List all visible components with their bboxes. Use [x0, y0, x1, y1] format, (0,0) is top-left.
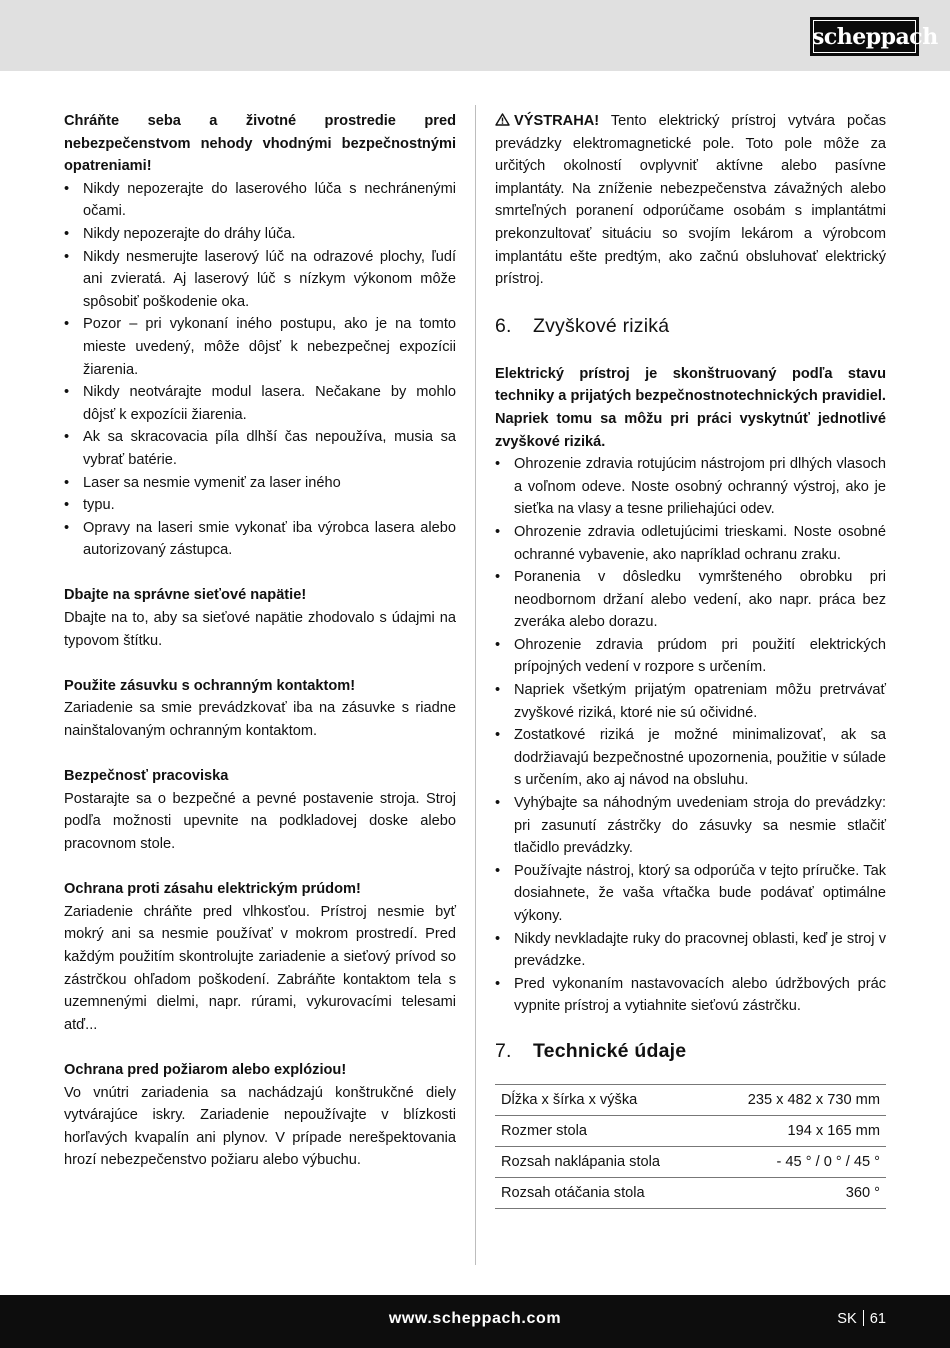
left-column [64, 110, 456, 1172]
list-item: • Poranenia v dôsledku vymršteného obrobku pri neodbornom držaní alebo vedení, ako napr. práca bez zveráka alebo dorazu. [495, 566, 886, 634]
right-column [495, 110, 886, 1209]
section-6-intro: Elektrický prístroj je skonštruovaný podľa stavu techniky a prijatých bezpečnostnotechnických pravidiel. Napriek tomu sa môžu pri práci vyskytnúť jednotlivé zvyškové riziká. [495, 365, 886, 450]
list-item: • Ohrozenie zdravia rotujúcim nástrojom pri dlhých vlasoch a voľnom odeve. Noste osobný ochranný výstroj, ako je sieťka na vlasy a tesne priliehajúci odev. [495, 453, 886, 521]
list-item: • Nikdy nevkladajte ruky do pracovnej oblasti, keď je stroj v prevádzke. [495, 928, 886, 973]
list-item: • Opravy na laseri smie vykonať iba výrobca lasera alebo autorizovaný zástupca. [64, 517, 456, 562]
table-row [495, 1146, 886, 1177]
shock-text: Zariadenie chráňte pred vlhkosťou. Prístroj nesmie byť mokrý ani sa nesmie používať v mokrom prostredí. Pred každým použitím skontrolujte zariadenie a sieťový prívod so zástrčkou ohľadom poškodení. Zabráňte kontaktom tela s uzemnenými dielmi, napr. rúrami, vykurovacími telesami atď... [64, 903, 456, 1033]
list-item: • Vyhýbajte sa náhodným uvedeniam stroja do prevádzky: pri zasunutí zástrčky do zásuvky sa nesmie stlačiť tlačidlo prevádzky. [495, 792, 886, 860]
warning-text: Tento elektrický prístroj vytvára počas prevádzky elektromagnetické pole. Toto pole môže za určitých okolností ovplyvniť aktívne alebo pasívne implantáty. Na zníženie nebezpečenstva závažných alebo smrteľných poranení odporúčame osobám s implantátmi prekonzultovať situáciu so svojím lekárom a výrobcom implantátu ešte predtým, ako začnú obsluhovať elektrický prístroj. [495, 113, 886, 288]
socket-text: Zariadenie sa smie prevádzkovať iba na zásuvke s riadne nainštalovaným ochranným kontaktom. [64, 700, 456, 740]
list-item: • typu. [64, 494, 456, 517]
section-7-heading [495, 1038, 886, 1064]
list-item: • Ohrozenie zdravia prúdom pri použití elektrických prípojných vedení v rozpore s určením. [495, 634, 886, 679]
list-item: • Ohrozenie zdravia odletujúcimi trieskami. Noste osobné ochranné vybavenie, ako napríklad ochranu zraku. [495, 521, 886, 566]
header-band [0, 0, 950, 71]
footer-band [0, 1295, 950, 1348]
tech-label: Rozsah otáčania stola [495, 1177, 707, 1208]
tech-data-table [495, 1084, 886, 1209]
table-row [495, 1177, 886, 1208]
column-divider [475, 105, 476, 1265]
language-code: SK [837, 1311, 857, 1327]
brand-logo: scheppach [810, 17, 919, 56]
page-indicator [837, 1308, 886, 1330]
list-item: • Nikdy neotvárajte modul lasera. Nečakane by mohlo dôjsť k expozícii žiarenia. [64, 381, 456, 426]
section-7-number: 7. [495, 1039, 512, 1062]
list-item: • Pozor – pri vykonaní iného postupu, ako je na tomto mieste uvedený, môže dôjsť k nebezpečnej expozícii žiarenia. [64, 313, 456, 381]
table-row [495, 1115, 886, 1146]
section-6-heading [495, 313, 886, 339]
warning-paragraph [495, 110, 886, 291]
list-item: • Zostatkové riziká je možné minimalizovať, ak sa dodržiavajú bezpečnostné upozornenia, použitie v súlade s určením, ako aj návod na obsluhu. [495, 724, 886, 792]
list-item: • Napriek všetkým prijatým opatreniam môžu pretrvávať zvyškové riziká, ktoré nie sú očividné. [495, 679, 886, 724]
section-7-title: Technické údaje [533, 1039, 687, 1062]
warning-label: VÝSTRAHA! [514, 113, 600, 129]
voltage-heading: Dbajte na správne sieťové napätie! [64, 587, 307, 604]
list-item: • Používajte nástroj, ktorý sa odporúča v tejto príručke. Tak dosiahnete, že vaša vŕtačka bude podávať optimálne výkony. [495, 860, 886, 928]
list-item: • Nikdy nepozerajte do laserového lúča s nechránenými očami. [64, 178, 456, 223]
list-item: • Laser sa nesmie vymeniť za laser iného [64, 472, 456, 495]
voltage-text: Dbajte na to, aby sa sieťové napätie zhodovalo s údajmi na typovom štítku. [64, 610, 456, 649]
fire-heading: Ochrana pred požiarom alebo explóziou! [64, 1061, 347, 1078]
fire-text: Vo vnútri zariadenia sa nachádzajú konštrukčné diely vytvárajúce iskry. Zariadenie nepoužívajte v blízkosti horľavých kvapalín ani plynov. V prípade nerešpektovania hrozí nebezpečenstvo požiaru alebo výbuchu. [64, 1084, 456, 1169]
warning-triangle-icon [495, 111, 510, 124]
list-item: • Pred vykonaním nastavovacích alebo údržbových prác vypnite prístroj a vytiahnite sieťovú zástrčku. [495, 973, 886, 1018]
section-6-number: 6. [495, 314, 512, 337]
residual-risks-list [495, 453, 886, 1018]
table-row [495, 1084, 886, 1115]
tech-label: Rozmer stola [495, 1115, 707, 1146]
list-item: • Nikdy nesmerujte laserový lúč na odrazové plochy, ľudí ani zvieratá. Aj laserový lúč s nízkym výkonom môže spôsobiť poškodenie oka. [64, 246, 456, 314]
tech-value: - 45 ° / 0 ° / 45 ° [707, 1146, 886, 1177]
socket-heading: Použite zásuvku s ochranným kontaktom! [64, 677, 356, 694]
tech-value: 360 ° [707, 1177, 886, 1208]
tech-value: 194 x 165 mm [707, 1115, 886, 1146]
workplace-text: Postarajte sa o bezpečné a pevné postavenie stroja. Stroj podľa možnosti upevnite na podkladovej doske alebo pracovnom stole. [64, 790, 456, 852]
section-6-title: Zvyškové riziká [533, 314, 670, 337]
workplace-heading: Bezpečnosť pracoviska [64, 768, 229, 785]
tech-label: Rozsah naklápania stola [495, 1146, 707, 1177]
footer-url: www.scheppach.com [388, 1310, 562, 1327]
laser-safety-list [64, 178, 456, 562]
list-item: • Nikdy nepozerajte do dráhy lúča. [64, 223, 456, 246]
tech-value: 235 x 482 x 730 mm [707, 1084, 886, 1115]
env-heading: Chráňte seba a životné prostredie pred nebezpečenstvom nehody vhodnými bezpečnostnými opatreniami! [64, 113, 456, 175]
list-item: • Ak sa skracovacia píla dlhší čas nepoužíva, musia sa vybrať batérie. [64, 426, 456, 471]
page-number: 61 [869, 1311, 886, 1327]
shock-heading: Ochrana proti zásahu elektrickým prúdom! [64, 881, 361, 898]
tech-label: Dĺžka x šírka x výška [495, 1084, 707, 1115]
